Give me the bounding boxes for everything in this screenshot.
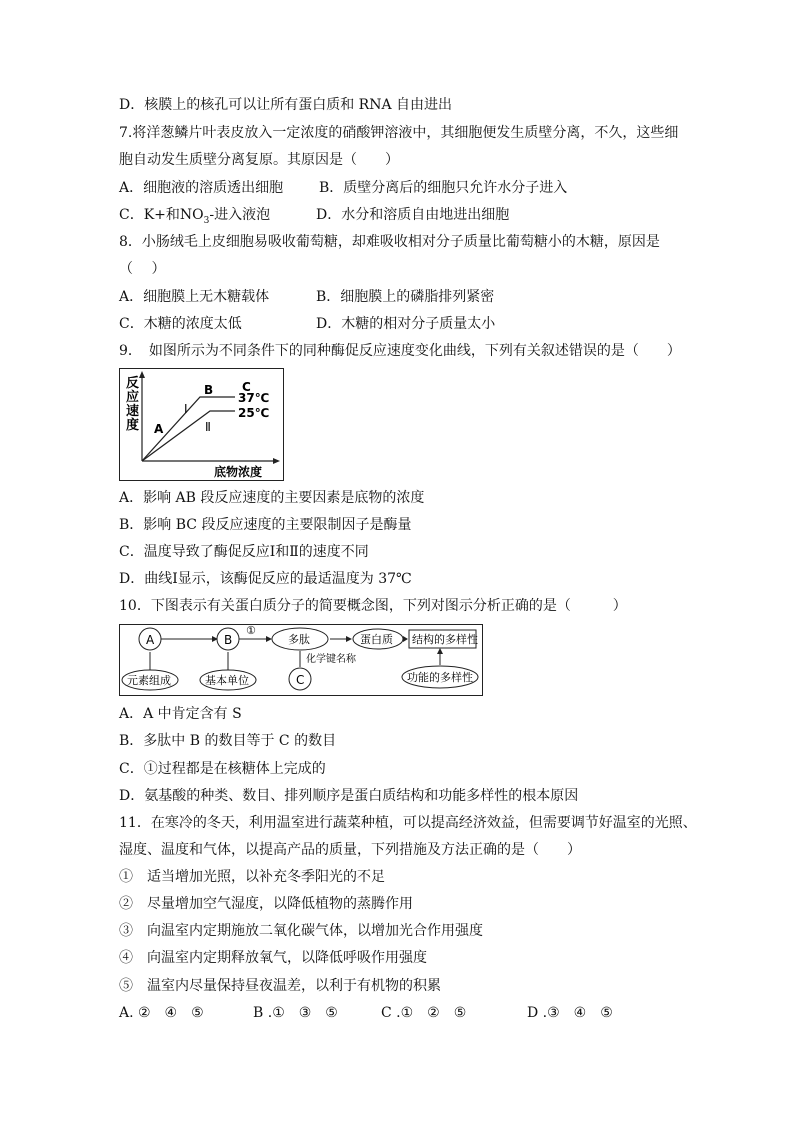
q10-option-b: B．多肽中 B 的数目等于 C 的数目 [119, 733, 337, 749]
q9-x-label: 底物浓度 [214, 465, 263, 479]
q9-option-d: D．曲线Ⅰ显示，该酶促反应的最适温度为 37℃ [119, 571, 412, 587]
q9-temp2-label: 25℃ [238, 406, 270, 420]
q8-option-a: A．细胞膜上无木糖载体 [119, 289, 270, 305]
q10-option-c: C．①过程都是在核糖体上完成的 [119, 761, 326, 777]
q9-curve1-label: Ⅰ [184, 402, 188, 416]
q7-option-c [119, 206, 270, 224]
q7-stem-line1: 7.将洋葱鳞片叶表皮放入一定浓度的硝酸钾溶液中，其细胞便发生质壁分离，不久，这些细 [119, 125, 679, 141]
q11-stem-line2: 湿度、温度和气体，以提高产品的质量，下列措施及方法正确的是（ ） [119, 842, 581, 858]
q9-point-c: C [242, 380, 251, 394]
q9-y-label-char: 反 [126, 376, 140, 391]
q7-stem-line2: 胞自动发生质壁分离复原。其原因是（ ） [119, 152, 399, 168]
q8-stem-line1: 8．小肠绒毛上皮细胞易吸收葡萄糖，却难吸收相对分子质量比葡萄糖小的木糖，原因是 [119, 234, 660, 250]
q7-option-a: A．细胞液的溶质透出细胞 [119, 180, 284, 196]
q9-x-axis-arrow [273, 458, 280, 464]
q10-arrowhead [437, 648, 443, 654]
q6-option-d: D．核膜上的核孔可以让所有蛋白质和 RNA 自由进出 [119, 97, 453, 113]
q8-option-b: B．细胞膜上的磷脂排列紧密 [316, 289, 495, 305]
q9-option-c: C．温度导致了酶促反应Ⅰ和Ⅱ的速度不同 [119, 544, 369, 560]
q9-y-axis-arrow [139, 371, 145, 378]
q10-node-b-label: B [224, 633, 233, 647]
q10-structure-label: 结构的多样性 [412, 633, 478, 646]
q10-arrowhead [346, 636, 352, 642]
q9-temp1-label: 37℃ [238, 391, 270, 405]
q7-option-c-sub: 3 [203, 215, 210, 226]
q7-option-c-prefix: C．K+和NO [119, 207, 204, 223]
q11-option-c: C .① ② ⑤ [381, 1005, 467, 1021]
q7-option-b: B．质壁分离后的细胞只允许水分子进入 [319, 180, 568, 196]
q10-protein-label: 蛋白质 [360, 633, 393, 646]
q10-unit-label: 基本单位 [205, 674, 249, 687]
q9-point-a: A [154, 422, 164, 436]
q8-stem-line2: （ ） [119, 261, 166, 277]
q7-option-c-suffix: -进入液泡 [209, 207, 271, 223]
q9-curve2-label: Ⅱ [205, 420, 211, 434]
q11-item-3: ③ 向温室内定期施放二氧化碳气体，以增加光合作用强度 [119, 923, 483, 939]
q9-stem: 9． 如图所示为不同条件下的同种酶促反应速度变化曲线，下列有关叙述错误的是（ ） [119, 343, 681, 359]
q11-item-1: ① 适当增加光照，以补充冬季阳光的不足 [119, 869, 385, 885]
q10-function-label: 功能的多样性 [407, 671, 473, 684]
q10-node-a-label: A [146, 633, 155, 647]
q9-enzyme-rate-figure [119, 368, 284, 481]
q9-y-label-char: 度 [126, 418, 140, 433]
q10-arrowhead [266, 636, 272, 642]
q10-node-c-label: C [296, 673, 305, 687]
q9-y-label-char: 速 [126, 404, 140, 419]
q10-step-1: ① [246, 625, 256, 637]
q11-option-d: D .③ ④ ⑤ [527, 1005, 613, 1021]
q11-item-4: ④ 向温室内定期释放氧气，以降低呼吸作用强度 [119, 950, 427, 966]
q10-chemical-bond-label: 化学键名称 [306, 654, 356, 665]
q10-polypeptide-label: 多肽 [288, 633, 310, 646]
q10-option-d: D．氨基酸的种类、数目、排列顺序是蛋白质结构和功能多样性的根本原因 [119, 788, 579, 804]
q9-curve-25 [142, 411, 235, 461]
q11-item-2: ② 尽量增加空气湿度，以降低植物的蒸腾作用 [119, 896, 413, 912]
q10-arrowhead [403, 636, 408, 642]
q11-option-b: B .① ③ ⑤ [253, 1005, 338, 1021]
q9-option-a: A．影响 AB 段反应速度的主要因素是底物的浓度 [119, 490, 425, 506]
q11-option-a: A. ② ④ ⑤ [119, 1005, 204, 1021]
q9-y-label-char: 应 [126, 390, 140, 405]
q10-stem: 10．下图表示有关蛋白质分子的简要概念图，下列对图示分析正确的是（ ） [119, 598, 627, 614]
q10-elements-label: 元素组成 [127, 674, 171, 687]
q9-point-b: B [204, 383, 214, 397]
q10-protein-concept-map [119, 624, 483, 696]
q9-option-b: B．影响 BC 段反应速度的主要限制因子是酶量 [119, 517, 412, 533]
q11-item-5: ⑤ 温室内尽量保持昼夜温差，以利于有机物的积累 [119, 978, 441, 994]
q8-option-d: D．木糖的相对分子质量太小 [316, 316, 496, 332]
q11-stem-line1: 11．在寒冷的冬天，利用温室进行蔬菜种植，可以提高经济效益，但需要调节好温室的光照、 [119, 815, 697, 831]
q10-option-a: A．A 中肯定含有 S [119, 706, 242, 722]
q7-option-d: D．水分和溶质自由地进出细胞 [316, 207, 510, 223]
q8-option-c: C．木糖的浓度太低 [119, 316, 242, 332]
